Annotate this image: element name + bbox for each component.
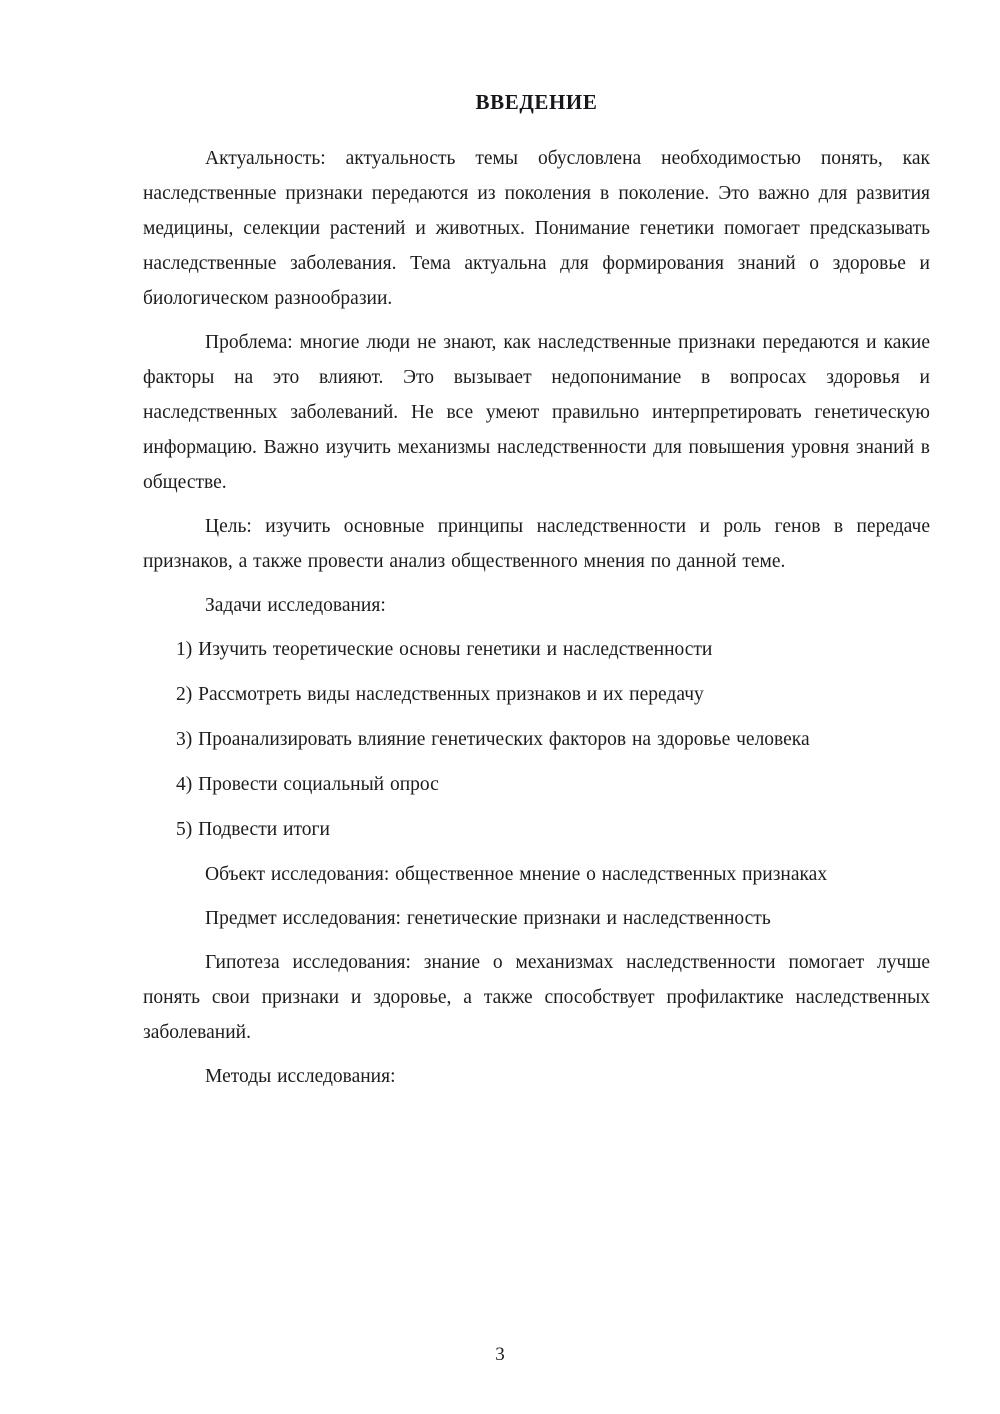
task-item-1: 1) Изучить теоретические основы генетики и наследственности bbox=[176, 639, 713, 660]
paragraph-aktualnost: Актуальность: актуальность темы обусловлена необходимостью понять, как наследственные признаки передаются из поколения в поколение. Это важно для развития медицины, селекции растений и животных. Понимание генетики помогает предсказывать наследственные заболевания. Тема актуальна для формирования знаний о здоровье и биологическом разнообразии. bbox=[143, 148, 930, 309]
task-item-4: 4) Провести социальный опрос bbox=[176, 774, 439, 795]
methods-header: Методы исследования: bbox=[205, 1066, 396, 1087]
paragraph-problema: Проблема: многие люди не знают, как наследственные признаки передаются и какие факторы на это влияют. Это вызывает недопонимание в вопросах здоровья и наследственных заболеваний. Не все умеют правильно интерпретировать генетическую информацию. Важно изучить механизмы наследственности для повышения уровня знаний в обществе. bbox=[143, 332, 930, 493]
paragraph-gipoteza: Гипотеза исследования: знание о механизмах наследственности помогает лучше понять свои признаки и здоровье, а также способствует профилактике наследственных заболеваний. bbox=[143, 952, 930, 1043]
paragraph-predmet: Предмет исследования: генетические признаки и наследственность bbox=[205, 908, 771, 929]
paragraph-tsel: Цель: изучить основные принципы наследственности и роль генов в передаче признаков, а также провести анализ общественного мнения по данной теме. bbox=[143, 516, 930, 572]
page-title: ВВЕДЕНИЕ bbox=[475, 90, 598, 114]
task-item-2: 2) Рассмотреть виды наследственных признаков и их передачу bbox=[176, 684, 704, 705]
paragraph-obekt: Объект исследования: общественное мнение о наследственных признаках bbox=[205, 864, 828, 885]
task-item-3: 3) Проанализировать влияние генетических факторов на здоровье человека bbox=[176, 729, 810, 750]
task-item-5: 5) Подвести итоги bbox=[176, 819, 330, 840]
tasks-header: Задачи исследования: bbox=[205, 595, 386, 616]
page-number: 3 bbox=[495, 1344, 505, 1365]
